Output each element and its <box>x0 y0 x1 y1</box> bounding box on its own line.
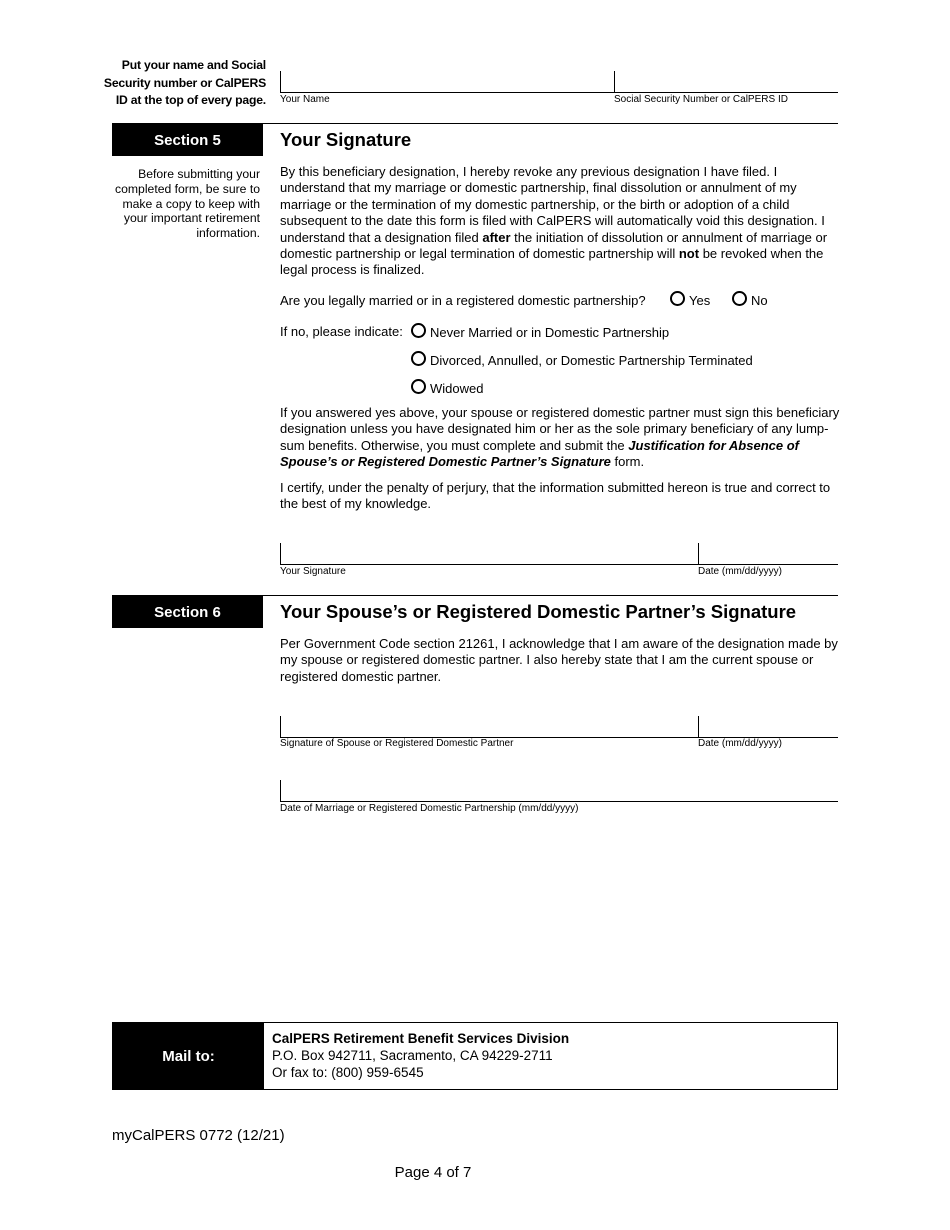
mail-street: P.O. Box 942711, Sacramento, CA 94229-2711 <box>272 1048 553 1064</box>
revoke-text: By this beneficiary designation, I hereby revoke any previous designation I have filed. I understand that my marriage or domestic partnership, final dissolution or annulment of my marriage or the termination of my domestic partnership, or the birth or adoption of a child subsequent to the date this form is filed with CalPERS will automatically void this designation. I understand that a designation filed <box>280 164 825 245</box>
certify-paragraph: I certify, under the penalty of perjury, that the information submitted hereon is true and correct to the best of my knowledge. <box>280 480 831 512</box>
no-option[interactable] <box>732 291 768 308</box>
status-label: Never Married or in Domestic Partnership <box>430 325 670 340</box>
marriage-date-label: Date of Marriage or Registered Domestic Partnership (mm/dd/yyyy) <box>280 803 579 814</box>
no-label: No <box>751 293 768 308</box>
radio-icon[interactable] <box>670 291 685 306</box>
field-tick <box>698 716 699 737</box>
side-note: Before submitting your completed form, be sure to make a copy to keep with your important retirement information. <box>115 167 260 241</box>
spouse-text: form. <box>610 454 645 470</box>
radio-icon[interactable] <box>411 323 426 338</box>
header-instruction-line: ID at the top of every page. <box>115 93 266 107</box>
ssn-label: Social Security Number or CalPERS ID <box>614 94 788 105</box>
section6-title: Your Spouse’s or Registered Domestic Partner’s Signature <box>280 601 797 622</box>
revoke-bold-not: not <box>678 246 700 262</box>
signature-date-field[interactable] <box>698 543 838 565</box>
section5-tab: Section 5 <box>112 124 263 156</box>
status-divorced[interactable] <box>411 351 753 368</box>
signature-label: Your Signature <box>280 566 346 577</box>
revoke-text: be revoked when the legal process is finalized. <box>280 246 824 278</box>
field-tick <box>280 71 281 92</box>
field-tick <box>280 716 281 737</box>
status-label: Widowed <box>430 381 484 396</box>
yes-label: Yes <box>689 293 711 308</box>
form-code: myCalPERS 0772 (12/21) <box>112 1127 285 1144</box>
section6-tab: Section 6 <box>112 596 263 628</box>
header-instruction-line: Put your name and Social <box>121 58 266 72</box>
mail-to-tab: Mail to: <box>113 1023 264 1089</box>
radio-icon[interactable] <box>732 291 747 306</box>
spouse-requirement-paragraph <box>280 405 840 471</box>
section5-title: Your Signature <box>280 129 412 150</box>
spouse-date-label: Date (mm/dd/yyyy) <box>698 738 782 749</box>
signature-field[interactable] <box>280 543 698 565</box>
your-name-label: Your Name <box>280 94 330 105</box>
spouse-text: If you answered yes above, your spouse or registered domestic partner must sign this beneficiary designation unless you have designated him or her as the sole primary beneficiary of any lump-sum benefits. Otherwise, you must complete and submit the <box>280 405 840 453</box>
revoke-paragraph <box>280 164 840 279</box>
radio-icon[interactable] <box>411 351 426 366</box>
mail-org: CalPERS Retirement Benefit Services Division <box>272 1031 570 1046</box>
if-no-label: If no, please indicate: <box>280 324 403 339</box>
revoke-bold-after: after <box>482 229 511 245</box>
marriage-date-field[interactable] <box>280 780 838 802</box>
married-question: Are you legally married or in a registered domestic partnership? <box>280 293 646 308</box>
status-label: Divorced, Annulled, or Domestic Partnership Terminated <box>430 353 753 368</box>
page-number: Page 4 of 7 <box>394 1164 472 1181</box>
header-instruction-line: Security number or CalPERS <box>103 75 266 90</box>
spouse-date-field[interactable] <box>698 716 838 738</box>
mail-address <box>272 1030 569 1082</box>
spouse-signature-label: Signature of Spouse or Registered Domestic Partner <box>280 738 514 749</box>
ssn-field[interactable] <box>614 71 838 93</box>
status-widowed[interactable] <box>411 379 483 396</box>
field-tick <box>280 543 281 564</box>
yes-option[interactable] <box>670 291 710 308</box>
field-tick <box>280 780 281 801</box>
field-tick <box>614 71 615 92</box>
acknowledge-paragraph: Per Government Code section 21261, I acknowledge that I am aware of the designation made by my spouse or registered domestic partner. I also hereby state that I am the current spouse or registered domestic partner. <box>280 636 838 684</box>
justification-form-name: Justification for Absence of Spouse’s or Registered Domestic Partner’s Signature <box>280 437 799 470</box>
status-never-married[interactable] <box>411 323 669 340</box>
your-name-field[interactable] <box>280 71 614 93</box>
header-instructions <box>100 57 266 110</box>
signature-date-label: Date (mm/dd/yyyy) <box>698 566 782 577</box>
mail-to-box <box>112 1022 838 1090</box>
field-tick <box>698 543 699 564</box>
spouse-signature-field[interactable] <box>280 716 698 738</box>
revoke-text: the initiation of dissolution or annulment of marriage or domestic partnership or legal termination of domestic partnership will <box>280 229 828 262</box>
radio-icon[interactable] <box>411 379 426 394</box>
mail-fax: Or fax to: (800) 959-6545 <box>272 1065 424 1081</box>
